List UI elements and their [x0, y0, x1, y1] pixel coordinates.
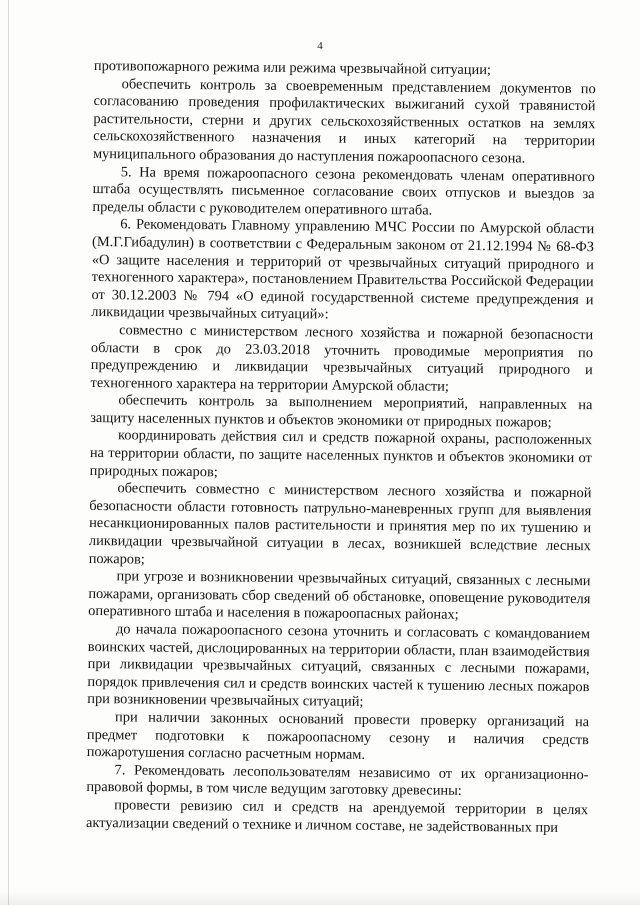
paragraph: обеспечить контроль за выполнением мероприятий, направленных на защиту населенных пунктов и объектов экономики от природных пожаров;	[90, 392, 593, 431]
scan-edge	[8, 0, 9, 905]
paragraph: обеспечить контроль за своевременным представлением документов по согласованию проведения профилактических выжиганий сухой травянистой растительности, стерни и других сельскохозяйственных остатков на землях сельскохозяйственного назначения и иных категорий на территории муниципального образования до наступления пожароопасного сезона.	[92, 75, 596, 167]
paragraph: совместно с министерством лесного хозяйства и пожарной безопасности области в срок до 23.03.2018 уточнить проводимые мероприятия по предупреждению и ликвидации чрезвычайных ситуаций природного и техногенного характера на территории Амурской области;	[90, 322, 594, 395]
paragraph: координировать действия сил и средств пожарной охраны, расположенных на территории области, по защите населенных пунктов и объектов экономики от природных пожаров;	[89, 427, 593, 480]
paragraph: обеспечить совместно с министерством лесного хозяйства и пожарной безопасности области готовность патрульно-маневренных групп для выявления несанкционированных палов растительности и принятия мер по их тушению и ликвидации чрезвычайной ситуации в лесах, возникшей вследствие лесных пожаров;	[88, 480, 592, 568]
paragraph-item-5: 5. На время пожароопасного сезона рекомендовать членам оперативного штаба осуществлять письменное согласование своих отпусков и выездов за пределы области с руководителем оперативного штаба.	[92, 163, 595, 219]
paragraph-continued: противопожарного режима или режима чрезвычайной ситуации;	[93, 58, 492, 79]
paragraph: провести ревизию сил и средств на арендуемой территории в целях актуализации сведений о технике и личном составе, не задействованных при	[85, 797, 589, 836]
paragraph: при угрозе и возникновении чрезвычайных ситуаций, связанных с лесными пожарами, организовать сбор сведений об обстановке, оповещение руководителя оперативного штаба и населения в пожароопасных районах;	[88, 568, 591, 624]
paragraph-item-7: 7. Рекомендовать лесопользователям независимо от их организационно-правовой формы, в том числе ведущим заготовку древесины:	[86, 762, 589, 800]
paragraph: до начала пожароопасного сезона уточнить и согласовать с командованием воинских частей, дислоцированных на территории области, план взаимодействия при ликвидации чрезвычайных ситуаций, связанных с лесными пожарами, порядок привлечения сил и средств воинских частей к тушению лесных пожаров при возникновении чрезвычайных ситуаций;	[87, 621, 591, 711]
document-body	[86, 58, 596, 837]
page-number: 4	[317, 40, 323, 52]
paragraph-item-6: 6. Рекомендовать Главному управлению МЧС России по Амурской области (М.Г.Гибадулин) в соответствии с Федеральным законом от 21.12.1994 № 68-ФЗ «О защите населения и территорий от чрезвычайных ситуаций природного и техногенного характера», постановлением Правительства Российской Федерации от 30.12.2003 № 794 «О единой государственной системе предупреждения и ликвидации чрезвычайных ситуаций»:	[91, 216, 595, 323]
paragraph: при наличии законных оснований провести проверку организаций на предмет подготовки к пожароопасному сезону и наличия средств пожаротушения согласно расчетным нормам.	[86, 709, 590, 764]
scan-bottom-shade	[0, 891, 640, 905]
